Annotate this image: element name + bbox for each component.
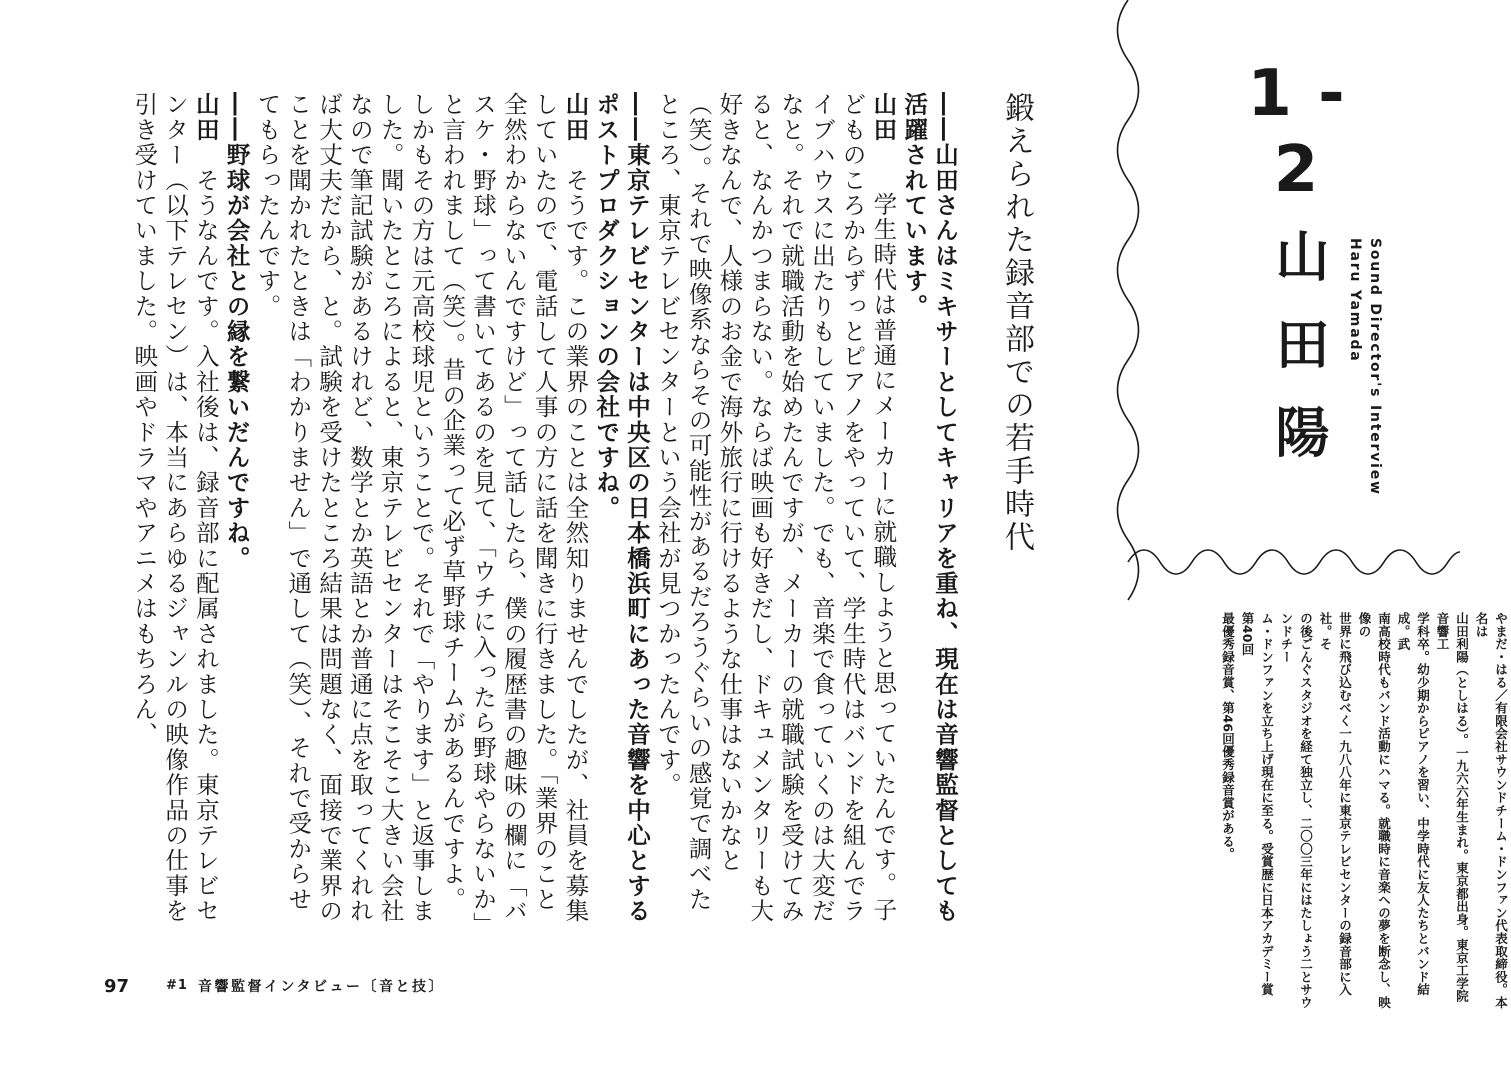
article-body <box>84 92 1034 937</box>
interviewer-question: ――山田さんはミキサーとしてキャリアを重ね、現在は音響監督としても活躍されています。 <box>900 92 959 924</box>
page-number: 97 <box>104 976 130 997</box>
wavy-border-bottom <box>1128 550 1460 574</box>
profile-line: 最優秀録音賞、第46回優秀録音賞がある。 <box>1220 612 1236 861</box>
profile-line: ム・ドンファンを立ち上げ現在に至る。受賞歴に日本アカデミー賞 第40回 <box>1240 612 1275 996</box>
answer-paragraph <box>252 92 591 937</box>
profile-line: やまだ・はる／有限会社サウンドチーム・ドンファン代表取締役。本名は <box>1474 612 1509 1009</box>
profile-line: 世界に飛び込むべく一九八八年に東京テレビセンターの録音部に入社。そ <box>1318 612 1353 996</box>
profile-line: 山田利陽（としはる）。一九六六年生まれ。東京都出身。東京工学院音響工 <box>1435 612 1470 1003</box>
footer-book-title: 音響監督インタビュー〔音と技〕 <box>198 979 445 995</box>
profile-block <box>1218 612 1511 1012</box>
speaker-label: 山田 <box>191 92 220 143</box>
speaker-label: 山田 <box>869 92 898 143</box>
interviewer-question: ――野球が会社との縁を繋いだんですね。 <box>222 92 251 571</box>
answer-paragraph <box>128 92 220 937</box>
interviewer-question: ――東京テレビセンターは中央区の日本橋浜町にあった音響を中心とするポストプロダクションの会社ですね。 <box>592 92 652 924</box>
footer-series: #1 <box>166 978 188 993</box>
chapter-name-romaji: Haru Yamada <box>1347 238 1363 363</box>
chapter-name-kanji: 山田陽 <box>1267 228 1330 492</box>
profile-line: 南高校時代もバンド活動にハマる。就職時に音楽への夢を断念し、映像の <box>1357 612 1392 1009</box>
answer-text: 学生時代は普通にメーカーに就職しようと思っていたんです。子どものころからずっとピアノをやっていて、学生時代はバンドを組んでライブハウスに出たりもしていました。でも、音楽で食っていくのは大変だなと。それで就職活動を始めたんですが、メーカーの就職試験を受けてみると、なんかつまらない。ならば映画も好きだし、ドキュメンタリーも大好きなんで、人様のお金で海外旅行に行けるような仕事はないかなと（笑）。それで映像系ならその可能性があるだろうぐらいの感覚で調べたところ、東京テレビセンターという会社が見つかったんです。 <box>653 92 898 924</box>
answer-paragraph <box>652 92 898 937</box>
wavy-border-left <box>1118 0 1139 600</box>
answer-text: そうです。この業界のことは全然知りませんでしたが、社員を募集していたので、電話して人事の方に話を聞きに行きました。「業界のこと全然わからないんですけど」って話したら、僕の履歴書の趣味の欄に「バスケ・野球」って書いてあるのを見て、「ウチに入ったら野球やらないか」と言われまして（笑）。昔の企業って必ず草野球チームがあるんですよ。しかもその方は元高校球児ということで。それで「やります」と返事しました。聞いたところによると、東京テレビセンターはそこそこ大きい会社なので筆記試験があるけれど、数学とか英語とか普通に点を取ってくれれば大丈夫だから、と。試験を受けたところ結果は問題なく、面接で業界のことを聞かれたときは「わかりません」で通して（笑）、それで受からせてもらったんです。 <box>253 92 590 926</box>
chapter-subtitle: Sound Director's Interview <box>1367 238 1383 496</box>
speaker-label: 山田 <box>561 92 590 143</box>
section-heading: 鍛えられた録音部での若手時代 <box>999 92 1034 554</box>
profile-line: 学科卒。幼少期からピアノを習い、中学時代に友人たちとバンド結成。武 <box>1396 612 1431 996</box>
answer-text: そうなんです。入社後は、録音部に配属されました。東京テレビセンター（以下テレセン）は、本当にあらゆるジャンルの映像作品の仕事を引き受けていました。映画やドラマやアニメはもちろん、 <box>130 92 220 924</box>
chapter-number: 1 - 2 <box>1247 57 1347 207</box>
profile-line: の後ごんぐスタジオを経て独立し、二〇〇三年にはたしょう二とサウンドチー <box>1279 612 1314 1009</box>
